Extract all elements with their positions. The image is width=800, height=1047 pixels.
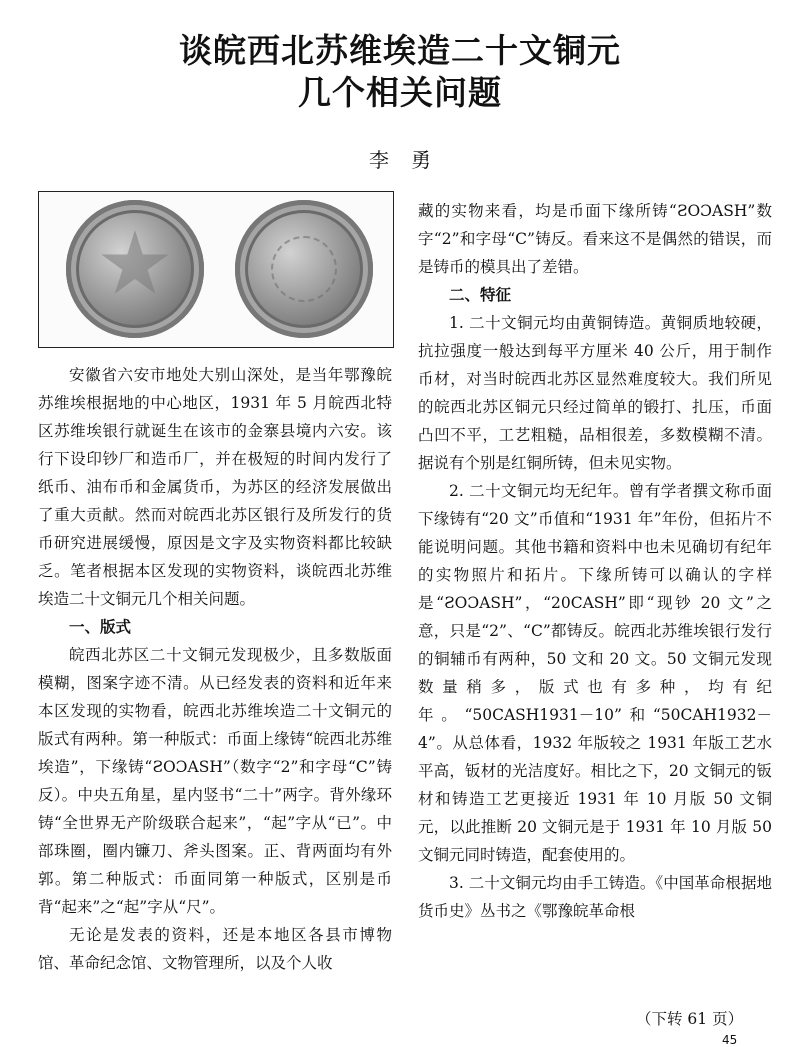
intro-paragraph: 安徽省六安市地处大别山深处，是当年鄂豫皖苏维埃根据地的中心地区，1931 年 5 月皖西北特区苏维埃银行就诞生在该市的金寨县境内六安。该行下设印钞厂和造币厂，并在极短的时间内发行了纸币、油布币和金属货币，为苏区的经济发展做出了重大贡献。然而对皖西北苏区银行及所发行的货币研究进展缓慢，原因是文字及实物资料都比较缺乏。笔者根据本区发现的实物资料，谈皖西北苏维埃造二十文铜元几个相关问题。 (38, 366, 392, 608)
continuing-paragraph: 无论是发表的资料，还是本地区各县市博物馆、革命纪念馆、文物管理所，以及个人收 (38, 926, 392, 972)
feature-item-3: 3. 二十文铜元均由手工铸造。《中国革命根据地货币史》丛书之《鄂豫皖革命根 (418, 874, 772, 920)
left-column (38, 361, 392, 977)
right-column (418, 197, 772, 925)
hammer-sickle-icon (271, 236, 337, 302)
section-heading-layout: 一、版式 (69, 617, 132, 636)
coin-obverse-image (66, 200, 204, 338)
star-icon (100, 230, 170, 300)
page-number: 45 (722, 1033, 738, 1047)
article-title-line-1: 谈皖西北苏维埃造二十文铜元 (179, 31, 621, 70)
continued-paragraph: 藏的实物来看，均是币面下缘所铸“ƧOƆASH”数字“2”和字母“C”铸反。看来这不是偶然的错误，而是铸币的模具出了差错。 (418, 202, 772, 276)
section-heading-features: 二、特征 (449, 285, 512, 304)
layout-paragraph: 皖西北苏区二十文铜元发现极少，且多数版面模糊，图案字迹不清。从已经发表的资料和近年来本区发现的实物看，皖西北苏维埃造二十文铜元的版式有两种。第一种版式：币面上缘铸“皖西北苏维埃造”，下缘铸“ƧOƆASH”（数字“2”和字母“C”铸反）。中央五角星，星内竖书“二十”两字。背外缘环铸“全世界无产阶级联合起来”，“起”字从“已”。中部珠圈，圈内镰刀、斧头图案。正、背两面均有外郭。第二种版式：币面同第一种版式，区别是币背“起来”之“起”字从“尺”。 (38, 646, 392, 916)
article-title-line-2: 几个相关问题 (298, 73, 502, 112)
coin-reverse-image (235, 200, 373, 338)
author-name: 李勇 (369, 148, 453, 172)
continued-note: （下转 61 页） (636, 1010, 744, 1028)
feature-item-2: 2. 二十文铜元均无纪年。曾有学者撰文称币面下缘铸有“20 文”币值和“1931 年”年份，但拓片不能说明问题。其他书籍和资料中也未见确切有纪年的实物照片和拓片。下缘所铸可以确认的字样是“ƧOƆASH”，“20CASH”即“现钞 20 文”之意，只是“2”、“C”都铸反。皖西北苏维埃银行发行的铜辅币有两种，50 文和 20 文。50 文铜元发现数量稍多，版式也有多种，均有纪年。“50CASH1931－10”和“50CAH1932－4”。从总体看，1932 年版较之 1931 年版工艺水平高，钣材的光洁度好。相比之下，20 文铜元的钣材和铸造工艺更接近 1931 年 10 月版 50 文铜元，以此推断 20 文铜元是于 1931 年 10 月版 50 文铜元同时铸造，配套使用的。 (418, 482, 772, 864)
coin-photo (38, 191, 394, 348)
feature-item-1: 1. 二十文铜元均由黄铜铸造。黄铜质地较硬，抗拉强度一般达到每平方厘米 40 公斤，用于制作币材，对当时皖西北苏区显然难度较大。我们所见的皖西北苏区铜元只经过简单的锻打、扎压，币面凸凹不平，工艺粗糙，品相很差，多数模糊不清。据说有个别是红铜所铸，但未见实物。 (418, 314, 772, 472)
